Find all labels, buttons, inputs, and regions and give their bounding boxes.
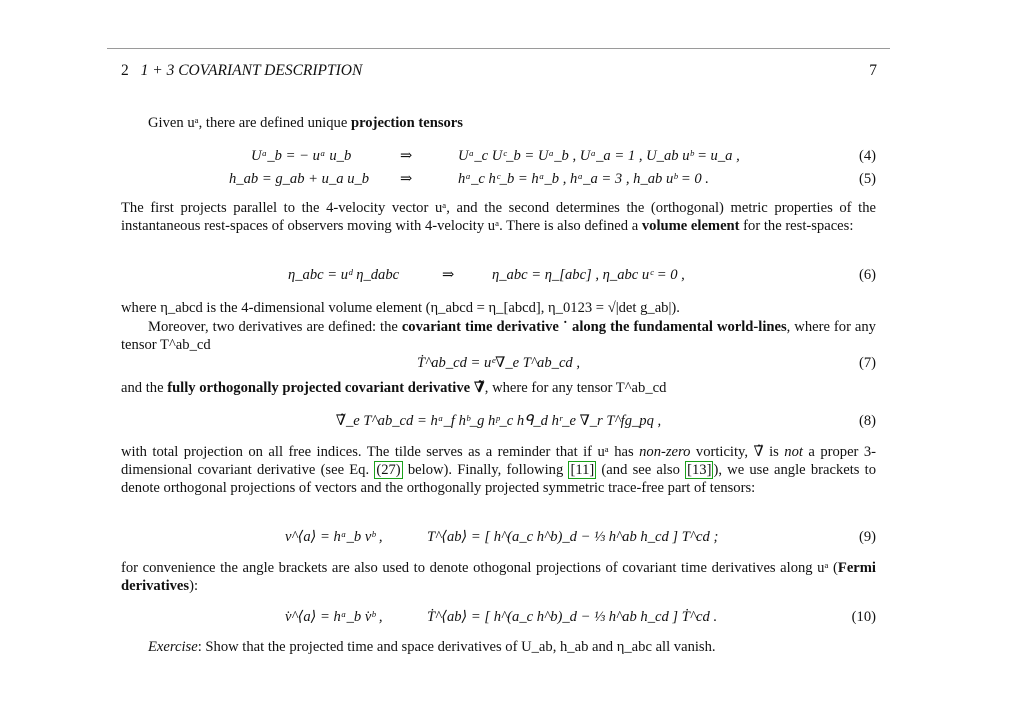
section-title: 1 + 3 COVARIANT DESCRIPTION: [140, 62, 363, 79]
page-number: 7: [869, 62, 877, 79]
equation-link-27[interactable]: (27): [376, 462, 401, 478]
para1-text: The first projects parallel to the 4-velocity vector uᵃ, and the second determines the (orthogonal) metric properties of the instantaneous rest-spaces of observers moving with 4-velocity uᵃ. There is also defined a: [121, 200, 876, 234]
intro-bold: projection tensors: [350, 115, 463, 131]
exercise-label: Exercise: [148, 639, 198, 655]
para3-text: Moreover, two derivatives are defined: the: [148, 319, 402, 335]
para4-tail: , where for any tensor T^ab_cd: [484, 380, 667, 396]
exercise-paragraph: [121, 638, 876, 656]
eq4-rhs: Uᵃ_c Uᶜ_b = Uᵃ_b , Uᵃ_a = 1 , U_ab uᵇ = u_a ,: [458, 148, 740, 164]
eq6-rhs: η_abc = η_[abc] , η_abc uᶜ = 0 ,: [492, 267, 685, 283]
eq7-expr: Ṫ^ab_cd = uᵉ∇_e T^ab_cd ,: [416, 355, 581, 371]
eq5-lhs: h_ab = g_ab + u_a u_b: [229, 171, 370, 187]
intro-text: Given uᵃ, there are defined unique: [148, 115, 351, 131]
para6-bold: Fermi derivatives: [121, 560, 876, 594]
para2-text: where η_abcd is the 4-dimensional volume element (η_abcd = η_[abcd], η_0123 = √|det g_ab|).: [121, 300, 680, 316]
para1-tail: for the rest-spaces:: [739, 218, 854, 234]
para1-bold: volume element: [641, 218, 740, 234]
eq4-label: (4): [858, 148, 876, 164]
running-header: [121, 62, 877, 80]
para4-text: and the: [121, 380, 168, 396]
eq9-lhs: v^⟨a⟩ = hᵃ_b vᵇ ,: [285, 529, 383, 545]
eq5-rhs: hᵃ_c hᶜ_b = hᵃ_b , hᵃ_a = 3 , h_ab uᵇ = 0 .: [458, 171, 709, 187]
equation-10: [121, 607, 876, 627]
paragraph-fermi: [121, 559, 876, 595]
paragraph-projections: [121, 199, 876, 235]
equation-4: [121, 146, 876, 166]
eq4-lhs: Uᵃ_b = − uᵃ u_b: [251, 148, 352, 164]
para5-text-2: vorticity, ∇̃ is: [690, 444, 785, 460]
equation-9: [121, 527, 876, 547]
para5-text-6: ), we use angle brackets to denote orthogonal projections of vectors and the orthogonally projected symmetric trace-free part of tensors:: [121, 462, 877, 496]
equation-5: [121, 169, 876, 189]
section-number: 2: [121, 62, 129, 79]
eq10-rhs: Ṫ^⟨ab⟩ = [ h^(a_c h^b)_d − ⅓ h^ab h_cd ] Ṫ^cd .: [427, 609, 718, 625]
eq10-lhs: v̇^⟨a⟩ = hᵃ_b v̇ᵇ ,: [285, 609, 383, 625]
paragraph-angle-brackets: [121, 443, 876, 497]
para5-italic-2: not: [784, 444, 803, 460]
eq10-label: (10): [851, 609, 876, 625]
para5-text-5: (and see also: [596, 462, 686, 478]
equation-6: [121, 265, 876, 285]
eq8-label: (8): [858, 413, 876, 429]
equation-8: [121, 411, 876, 431]
para5-text-3: a proper 3-dimensional covariant derivative (see Eq.: [121, 444, 877, 478]
eq6-label: (6): [858, 267, 876, 283]
para5-italic-1: non-zero: [639, 444, 691, 460]
eq7-label: (7): [858, 355, 876, 371]
para5-text-1: with total projection on all free indices. The tilde serves as a reminder that if uᵃ has: [121, 444, 640, 460]
para3-bold: covariant time derivative ˙ along the fundamental world-lines: [401, 319, 787, 335]
implies-arrow: ⇒: [400, 148, 413, 164]
exercise-text: : Show that the projected time and space derivatives of U_ab, h_ab and η_abc all vanish.: [197, 639, 716, 655]
para4-bold: fully orthogonally projected covariant derivative ∇̃: [167, 380, 485, 396]
eq8-expr: ∇̃_e T^ab_cd = hᵃ_f hᵇ_g hᵖ_c hᑫ_d hʳ_e ∇_r T^fg_pq ,: [335, 413, 662, 429]
eq6-lhs: η_abc = uᵈ η_dabc: [288, 267, 400, 283]
eq9-rhs: T^⟨ab⟩ = [ h^(a_c h^b)_d − ⅓ h^ab h_cd ] T^cd ;: [427, 529, 719, 545]
implies-arrow: ⇒: [442, 267, 455, 283]
paragraph-derivatives: [121, 318, 876, 354]
eq9-label: (9): [858, 529, 876, 545]
eq5-label: (5): [858, 171, 876, 187]
paragraph-volume-element: [121, 299, 876, 317]
paragraph-projected-derivative: [121, 379, 876, 397]
citation-link-13[interactable]: [13]: [687, 462, 712, 478]
intro-paragraph: [121, 114, 876, 132]
top-rule: [107, 48, 890, 49]
para6-text: for convenience the angle brackets are also used to denote othogonal projections of covariant time derivatives along uᵃ (: [121, 560, 838, 576]
para3-tail: , where for any tensor T^ab_cd: [121, 319, 876, 353]
implies-arrow: ⇒: [400, 171, 413, 187]
equation-7: [121, 353, 876, 373]
citation-link-11[interactable]: [11]: [570, 462, 595, 478]
para5-text-4: below). Finally, following: [402, 462, 569, 478]
para6-tail: ):: [189, 578, 199, 594]
